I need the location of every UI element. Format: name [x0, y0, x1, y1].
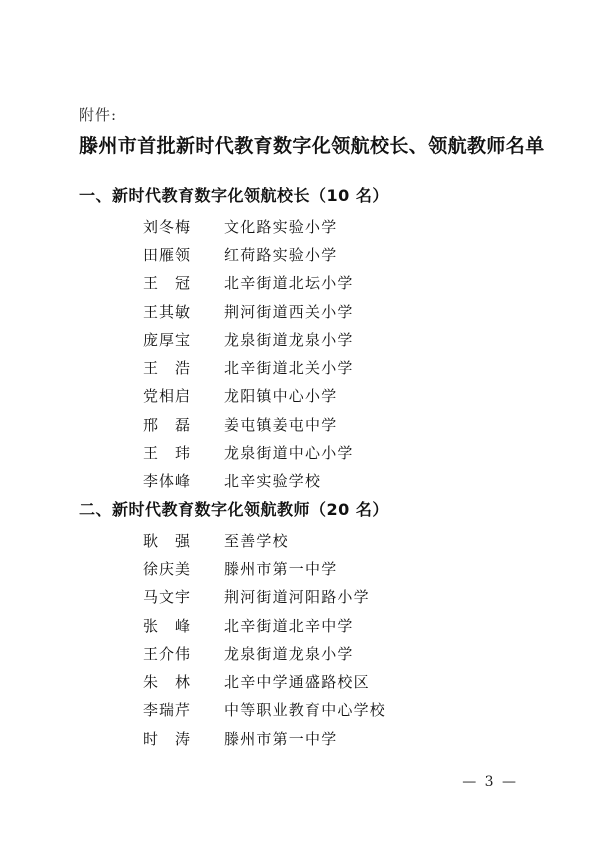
list-item: [143, 297, 354, 325]
person-name: 王 玮: [143, 444, 192, 463]
person-name: 王其敏: [143, 302, 192, 321]
school-name: 北辛实验学校: [224, 472, 322, 491]
school-name: 姜屯镇姜屯中学: [224, 415, 338, 434]
person-name: 王介伟: [143, 644, 192, 663]
list-item: [143, 325, 354, 353]
person-name: 刘冬梅: [143, 217, 192, 236]
school-name: 北辛中学通盛路校区: [224, 673, 370, 692]
school-name: 滕州市第一中学: [224, 729, 338, 748]
person-name: 王 冠: [143, 274, 192, 293]
teacher-list: [143, 526, 386, 752]
person-name: 邢 磊: [143, 415, 192, 434]
list-item: [143, 667, 386, 695]
page-title: 滕州市首批新时代教育数字化领航校长、领航教师名单: [79, 135, 545, 157]
list-item: [143, 696, 386, 724]
person-name: 耿 强: [143, 531, 192, 550]
school-name: 中等职业教育中心学校: [224, 701, 387, 720]
school-name: 北辛街道北辛中学: [224, 616, 354, 635]
school-name: 龙泉街道龙泉小学: [224, 330, 354, 349]
school-name: 至善学校: [224, 531, 289, 550]
school-name: 红荷路实验小学: [224, 245, 338, 264]
list-item: [143, 583, 386, 611]
person-name: 徐庆美: [143, 559, 192, 578]
school-name: 龙阳镇中心小学: [224, 387, 338, 406]
list-item: [143, 526, 386, 554]
page-number: — 3 —: [462, 774, 518, 790]
list-item: [143, 410, 354, 438]
list-item: [143, 639, 386, 667]
school-name: 文化路实验小学: [224, 217, 338, 236]
school-name: 龙泉街道龙泉小学: [224, 644, 354, 663]
person-name: 时 涛: [143, 729, 192, 748]
school-name: 滕州市第一中学: [224, 559, 338, 578]
section-heading-principals: 一、新时代教育数字化领航校长（10 名）: [79, 186, 389, 205]
school-name: 荆河街道河阳路小学: [224, 588, 370, 607]
list-item: [143, 382, 354, 410]
school-name: 北辛街道北坛小学: [224, 274, 354, 293]
person-name: 党相启: [143, 387, 192, 406]
school-name: 荆河街道西关小学: [224, 302, 354, 321]
person-name: 田雁领: [143, 245, 192, 264]
school-name: 北辛街道北关小学: [224, 359, 354, 378]
list-item: [143, 724, 386, 752]
list-item: [143, 611, 386, 639]
person-name: 马文宇: [143, 588, 192, 607]
person-name: 李瑞芹: [143, 701, 192, 720]
list-item: [143, 554, 386, 582]
attachment-label: 附件:: [79, 106, 118, 124]
list-item: [143, 269, 354, 297]
list-item: [143, 212, 354, 240]
person-name: 李体峰: [143, 472, 192, 491]
list-item: [143, 438, 354, 466]
school-name: 龙泉街道中心小学: [224, 444, 354, 463]
person-name: 庞厚宝: [143, 330, 192, 349]
list-item: [143, 240, 354, 268]
person-name: 张 峰: [143, 616, 192, 635]
list-item: [143, 353, 354, 381]
section-heading-teachers: 二、新时代教育数字化领航教师（20 名）: [79, 500, 389, 519]
list-item: [143, 467, 354, 495]
person-name: 朱 林: [143, 673, 192, 692]
person-name: 王 浩: [143, 359, 192, 378]
principal-list: [143, 212, 354, 495]
